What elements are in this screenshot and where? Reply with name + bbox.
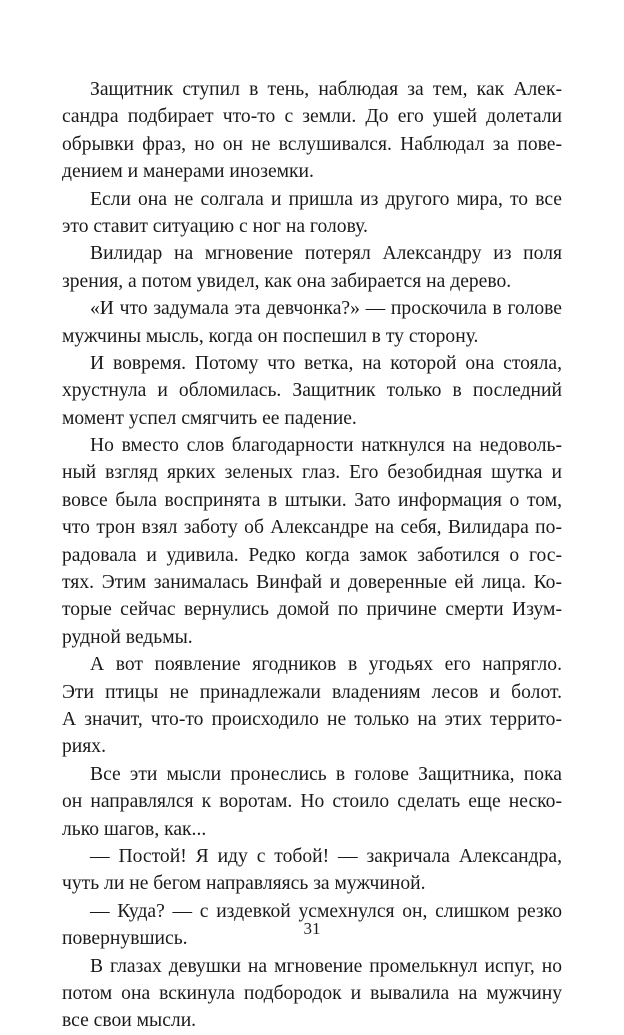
page-number: 31: [303, 919, 321, 938]
text-line: И вовремя. Потому что ветка, на которой она стояла,: [90, 352, 562, 374]
text-line: потом она вскинула подбородок и вывалила на мужчину: [62, 982, 562, 1004]
paragraph: [62, 76, 562, 186]
text-line: хрустнула и обломилась. Защитник только в последний: [62, 380, 562, 402]
paragraph: [62, 186, 562, 241]
paragraph: [62, 350, 562, 432]
text-line: ный взгляд ярких зеленых глаз. Его безобидная шутка и: [62, 462, 562, 484]
text-line: обрывки фраз, но он не вслушивался. Наблюдал за пове-: [62, 133, 562, 155]
text-line: — Постой! Я иду с тобой! — закричала Александра,: [90, 845, 562, 867]
text-line: момент успел смягчить ее падение.: [62, 407, 357, 429]
text-line: он направлялся к воротам. Но стоило сделать еще неско-: [62, 791, 562, 813]
text-line: что трон взял заботу об Александре на себя, Вилидара по-: [62, 517, 562, 539]
page-text-body: [62, 76, 562, 1035]
text-line: Защитник ступил в тень, наблюдая за тем, как Алек-: [90, 79, 562, 100]
text-line: Но вместо слов благодарности наткнулся на недоволь-: [90, 435, 562, 457]
text-line: чуть ли не бегом направляясь за мужчиной.: [62, 873, 426, 895]
text-line: — Куда? — с издевкой усмехнулся он, слишком резко: [90, 900, 562, 922]
text-line: повернувшись.: [62, 928, 188, 950]
text-line: торые сейчас вернулись домой по причине смерти Изум-: [62, 599, 562, 621]
text-line: Если она не солгала и пришла из другого мира, то все: [90, 188, 562, 210]
text-line: В глазах девушки на мгновение промелькнул испуг, но: [90, 955, 562, 977]
text-line: мужчины мысль, когда он поспешил в ту сторону.: [62, 325, 479, 347]
paragraph: [62, 240, 562, 295]
text-line: «И что задумала эта девчонка?» — проскочила в голове: [90, 298, 562, 320]
paragraph: [62, 953, 562, 1035]
text-line: Вилидар на мгновение потерял Александру из поля: [90, 243, 562, 265]
text-line: риях.: [62, 736, 106, 758]
paragraph: [62, 843, 562, 898]
text-line: сандра подбирает что-то с земли. До его ушей долетали: [62, 106, 562, 128]
text-line: радовала и удивила. Редко когда замок заботился о гос-: [62, 544, 562, 566]
text-line: все свои мысли.: [62, 1010, 197, 1032]
text-line: рудной ведьмы.: [62, 626, 193, 648]
text-line: А значит, что-то происходило не только на этих террито-: [62, 708, 562, 730]
paragraph: [62, 761, 562, 843]
text-line: это ставит ситуацию с ног на голову.: [62, 215, 368, 237]
paragraph: [62, 295, 562, 350]
paragraph: [62, 432, 562, 651]
text-line: Эти птицы не принадлежали владениям лесов и болот.: [62, 681, 562, 703]
text-line: А вот появление ягодников в угодьях его напрягло.: [90, 654, 562, 676]
text-line: зрения, а потом увидел, как она забирается на дерево.: [62, 270, 512, 292]
text-line: тях. Этим занималась Винфай и доверенные ей лица. Ко-: [62, 572, 562, 594]
paragraph: [62, 651, 562, 761]
text-line: лько шагов, как...: [62, 818, 207, 840]
text-line: вовсе была воспринята в штыки. Зато информация о том,: [62, 489, 562, 511]
text-line: дением и манерами иноземки.: [62, 161, 314, 183]
text-line: Все эти мысли пронеслись в голове Защитника, пока: [90, 763, 562, 785]
